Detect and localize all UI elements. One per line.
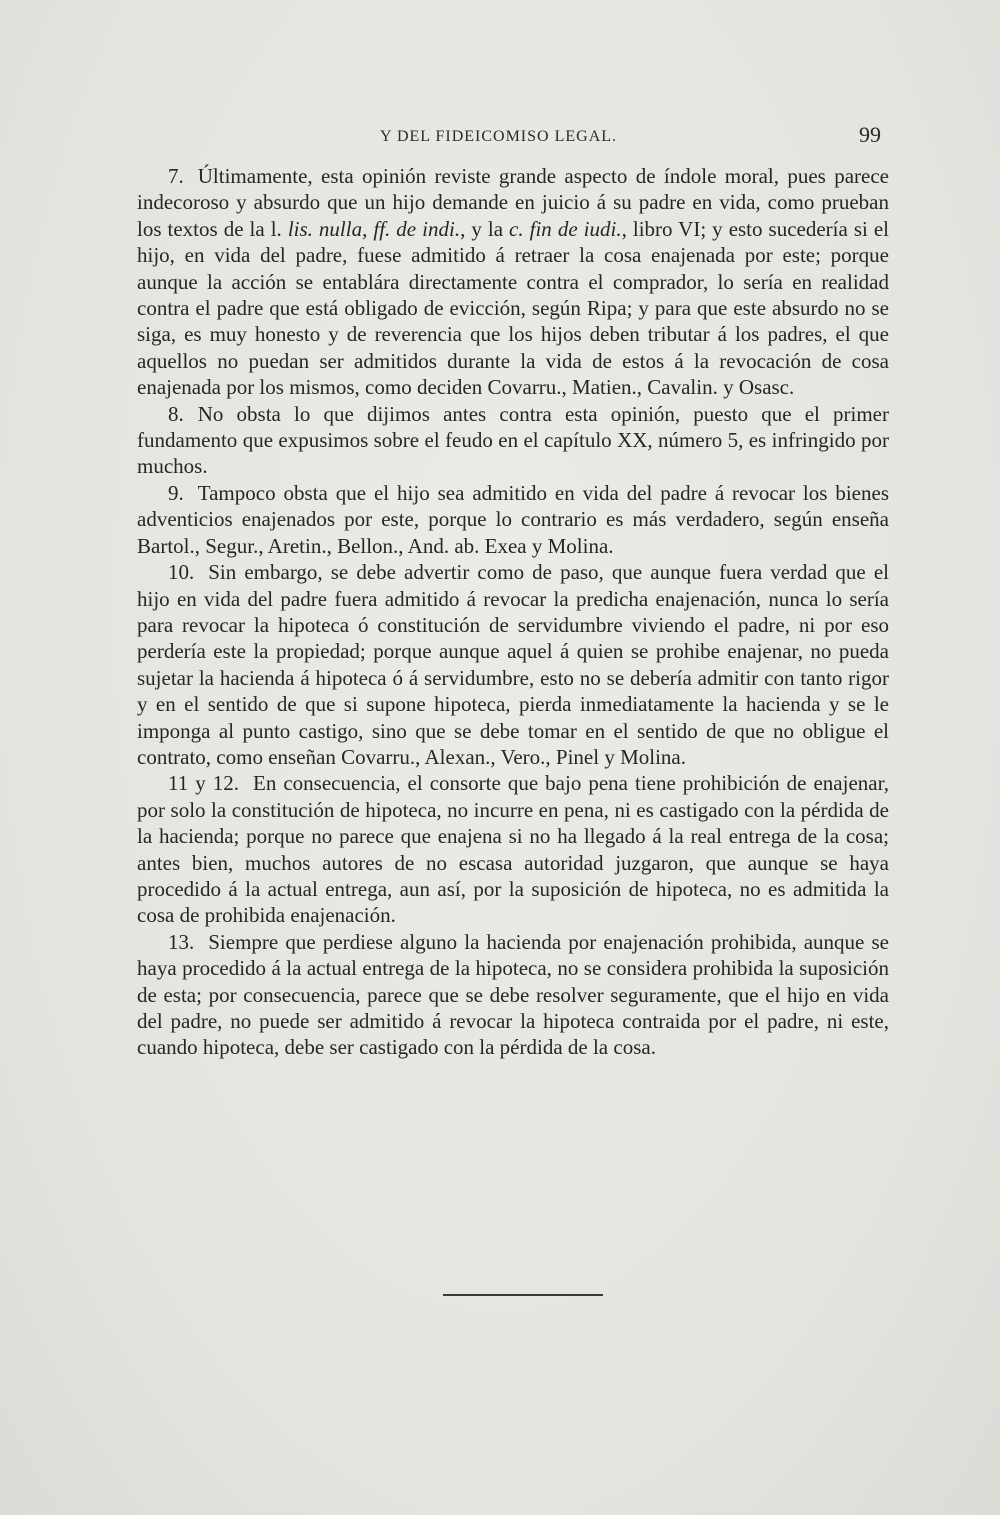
paragraph-text: En consecuencia, el consorte que bajo pena tiene prohibición de enajenar, por solo la constitución de hipoteca, no incurre en pena, ni es castigado con la pérdida de la hacienda; porque no parece que enajena si no ha llegado á la real entrega de la cosa; antes bien, muchos autores de no escasa autoridad juzgaron, que aunque se haya procedido á la actual entrega, aun así, por la suposición de hipoteca, no es admitida la cosa de prohibida enajenación. [137, 771, 889, 928]
paragraph-11-12 [137, 770, 889, 928]
paragraph-text: , y la [460, 216, 510, 241]
paragraph-10 [137, 559, 889, 770]
paragraph-text: No obsta lo que dijimos antes contra esta opinión, puesto que el primer fundamento que expusimos sobre el feudo en el capítulo XX, número 5, es infringido por muchos. [137, 401, 889, 479]
paragraph-number: 9. [168, 480, 184, 505]
citation-italic: lis. nulla, ff. de indi. [287, 216, 461, 241]
paragraph-8 [137, 401, 889, 480]
paragraph-text: Últimamente, esta opinión reviste grande aspecto de índole moral, pues parece indecoroso y absurdo que un hijo demande en juicio á su padre en vida, como prueban los textos de la l. [137, 164, 889, 241]
paragraph-text: Sin embargo, se debe advertir como de paso, que aunque fuera verdad que el hijo en vida del padre fuera admitido á revocar la predicha enajenación, nunca lo sería para revocar la hipoteca ó constitución de servidumbre viviendo el padre, ni por eso perdería este la propiedad; porque aunque aquel á quien se prohibe enajenar, no pueda sujetar la hacienda á hipoteca ó á servidumbre, esto no se debería admitir con tanto rigor y en el sentido de que si supone hipoteca, pierda inmediatamente la hacienda y se le imponga al punto castigo, sino que se debe tomar en el sentido de que no obligue el contrato, como enseñan Covarru., Alexan., Vero., Pinel y Molina. [137, 560, 889, 769]
paragraph-number: 13. [168, 929, 195, 954]
paragraph-text: Siempre que perdiese alguno la hacienda por enajenación prohibida, aunque se haya procedido á la actual entrega de la hipoteca, no se considera prohibida la suposición de esta; por consecuencia, parece que se debe resolver seguramente, que el hijo en vida del padre, no puede ser admitido á revocar la hipoteca contraida por el padre, ni este, cuando hipoteca, debe ser castigado con la pérdida de la cosa. [137, 929, 889, 1060]
paragraph-number: 8. [168, 401, 184, 426]
paragraph-text: , libro VI; y esto sucedería si el hijo, en vida del padre, fuese admitido á retraer la cosa enajenada por este; porque aunque la acción se entablára directamente contra el comprador, lo sería en realidad contra el padre que está obligado de evicción, según Ripa; y para que este absurdo no se siga, es muy honesto y de reverencia que los hijos deben tributar á los padres, el que aquellos no puedan ser admitidos durante la vida de estos á la revocación de cosa enajenada por los mismos, como deciden Covarru., Matien., Cavalin. y Osasc. [137, 216, 890, 400]
paragraph-text: Tampoco obsta que el hijo sea admitido en vida del padre á revocar los bienes adventicios enajenados por este, porque lo contrario es más verdadero, según enseña Bartol., Segur., Aretin., Bellon., And. ab. Exea y Molina. [137, 480, 889, 558]
paragraph-13 [137, 929, 889, 1061]
running-head: Y DEL FIDEICOMISO LEGAL. [380, 128, 618, 145]
page-number: 99 [859, 122, 881, 147]
citation-italic: c. fin de iudi. [509, 216, 622, 241]
page-header [135, 122, 893, 152]
paragraph-number: 10. [168, 560, 195, 585]
end-rule [443, 1294, 603, 1296]
paragraph-9 [137, 480, 889, 559]
body-text [137, 163, 889, 1061]
paragraph-7 [137, 163, 889, 401]
paragraph-number: 7. [168, 164, 184, 188]
paragraph-number: 11 y 12. [168, 771, 239, 796]
